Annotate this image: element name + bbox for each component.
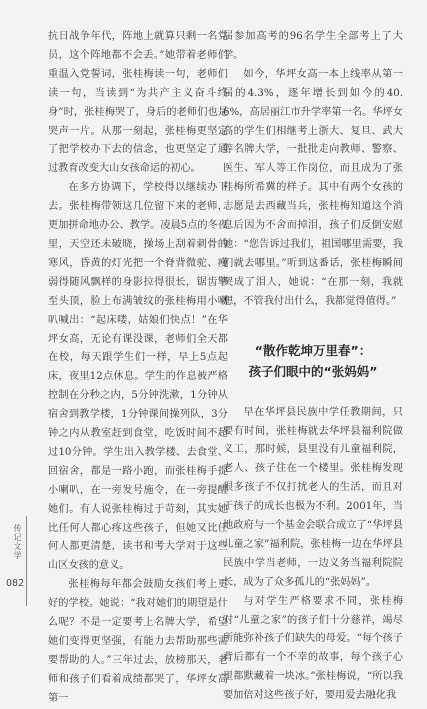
paragraph: 在多方协调下，学校得以继续办下去。张桂梅带领这几位留下来的老师，更加拼命地办公、教学。凌晨5点的冬夜里，天空还未破晓，操场上刮着刺骨的寒风，昏黄的灯光把一个脊背微驼、瘦弱得随风飘样的身影拉得很长，锯齿擎至头顶，脸上布满皱纹的张桂梅用小喇叭喊出：“起床喽，姑娘们快点！”在华坪女高，无论有课没课，老师们全天都在校，每天跟学生们一样，早上5点起床，夜里12点休息。学生的作息被严格控制在分秒之内，5分钟洗漱，1分钟从宿舍到教学楼，1分钟课间操列队，3分钟之内从教室赶到食堂，吃饭时间不超过10分钟。学生出入教学楼、去食堂、回宿舍，都是一路小跑，而张桂梅手提小喇叭，在一旁发号施令，在一旁提醒她们。有人说张桂梅过于苛刻，其实她比任何人都心疼这些孩子，但她又比任何人都更清楚，读书和考大学对于这些山区女孩的意义。: [48, 182, 228, 572]
sidebar-divider: [26, 516, 27, 606]
paragraph: 与对学生严格要求不同，张桂梅对“儿童之家”的孩子们十分慈祥，竭尽所能弥补孩子们缺失的母爱。“每个孩子背后都有一个不幸的故事，每个孩子心里都默藏着一块冰。”张桂梅说，“所以我要加倍对这些孩子好，要用爱去融化我: [223, 595, 403, 702]
paragraph: 抗日战争年代，阵地上就算只剩一名党员，这个阵地都不会丢。”她带着老师们重温入党誓词，张桂梅读一句，老师们读一句，当读到“为共产主义奋斗终身”时，张桂梅哭了，身后的老师们也是哭声一片。从那一刻起，张桂梅更坚定了把学校办下去的信念，也更坚定了通过教育改变大山女孩命运的初心。: [48, 31, 228, 175]
paragraph: 张桂梅每年都会鼓励女孩们考上更好的学校。她说：“我对她们的期望是什么呢？不是一定要考上名牌大学，希望她们变得更坚强，有能力去帮助那些需要帮助的人。”三年过去，放榜那天，老师和孩子们看着成绩都哭了，华坪女高第一: [48, 579, 228, 704]
section-heading: [223, 340, 403, 382]
section-heading-line: 孩子们眼中的“张妈妈”: [248, 363, 378, 379]
paragraph: 如今，华坪女高一本上线率从第一届的4.3%，逐年增长到如今的40.6%，高居丽江市升学率第一名。华坪女高的学生们相继考上浙大、复旦、武大等名牌大学，一批批走向教师、警察、医生、军人等工作岗位，而且成为了张桂梅所希冀的样子。其中有两个女孩的志愿是去西藏当兵，张桂梅知道这个消息后因为不舍而掉泪，孩子们反倒安慰她：“您告诉过我们，祖国哪里需要，我们就去哪里。”听到这番话，张桂梅瞬间哭成了泪人，她说：“在那一刻，我就想，不管我付出什么，我都觉得值得。”: [223, 68, 403, 307]
page-sidebar: [0, 0, 30, 635]
page-number: 082: [6, 578, 25, 589]
paragraph: 届参加高考的96名学生全部考上了大学。: [223, 31, 403, 61]
paragraph: 早在华坪县民族中学任教期间，只要有时间，张桂梅就去华坪县福利院做义工，那时候，县里没有儿童福利院，老人、孩子住在一个楼里。张桂梅发现很多孩子不仅打扰老人的生活，而且对于孩子的成长也极为不利。2001年，当地政府与一个基金会联合成立了“华坪县儿童之家”福利院，张桂梅一边在华坪县民族中学当老师，一边义务当福利院院长，成为了众多孤儿的“张妈妈”。: [223, 406, 403, 588]
section-heading-line: “散作乾坤万里春”：: [254, 342, 372, 358]
section-label: 传记文学: [13, 524, 22, 560]
right-column: [223, 28, 403, 706]
left-column: [48, 28, 228, 709]
